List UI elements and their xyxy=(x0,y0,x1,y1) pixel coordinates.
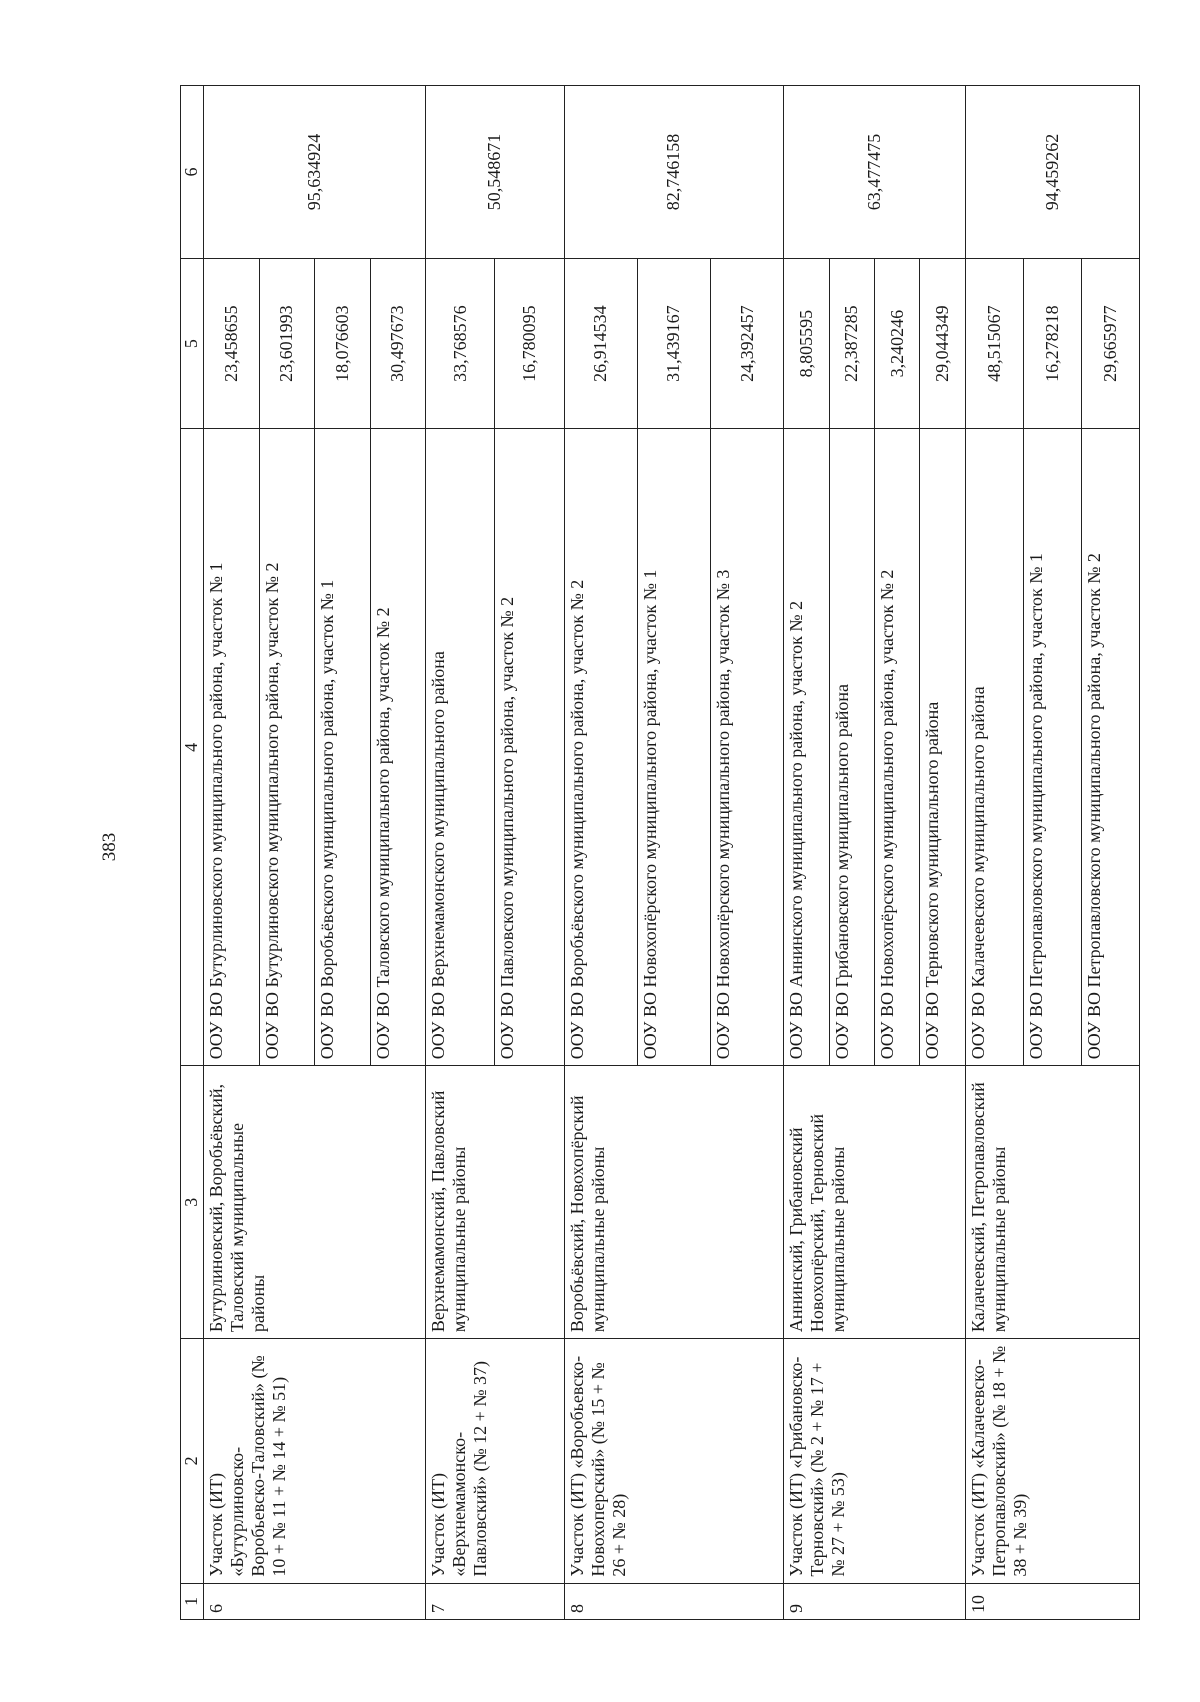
organization-cell: ООУ ВО Бутурлиновского муниципального района, участок № 1 xyxy=(204,429,260,1066)
value-cell: 29,665977 xyxy=(1081,258,1139,429)
table-row xyxy=(965,86,1023,1620)
value-cell: 3,240246 xyxy=(875,258,920,429)
group-number: 9 xyxy=(784,1583,966,1619)
table-row xyxy=(426,86,495,1620)
value-cell: 30,497673 xyxy=(370,258,426,429)
organization-cell: ООУ ВО Петропавловского муниципального района, участок № 2 xyxy=(1081,429,1139,1066)
group-number: 7 xyxy=(426,1583,565,1619)
total-cell: 94,459262 xyxy=(965,86,1139,259)
table-row xyxy=(204,86,260,1620)
value-cell: 18,076603 xyxy=(315,258,371,429)
value-cell: 24,392457 xyxy=(711,258,784,429)
table-row xyxy=(784,86,829,1620)
column-header: 5 xyxy=(181,258,204,429)
value-cell: 23,458655 xyxy=(204,258,260,429)
organization-cell: ООУ ВО Петропавловского муниципального района, участок № 1 xyxy=(1023,429,1081,1066)
section-name: Участок (ИТ) «Калачеевско-Петропавловский» (№ 18 + № 38 + № 39) xyxy=(965,1339,1139,1583)
value-cell: 33,768576 xyxy=(426,258,495,429)
districts-cell: Бутурлиновский, Воробьёвский, Таловский муниципальные районы xyxy=(204,1066,426,1339)
data-table xyxy=(180,85,1140,1620)
section-name: Участок (ИТ) «Бутурлиновско-Воробьевско-Таловский» (№ 10 + № 11 + № 14 + № 51) xyxy=(204,1339,426,1583)
organization-cell: ООУ ВО Павловского муниципального района, участок № 2 xyxy=(495,429,564,1066)
organization-cell: ООУ ВО Бутурлиновского муниципального района, участок № 2 xyxy=(259,429,315,1066)
value-cell: 8,805595 xyxy=(784,258,829,429)
page-number: 383 xyxy=(99,832,120,862)
organization-cell: ООУ ВО Воробьёвского муниципального района, участок № 1 xyxy=(315,429,371,1066)
total-cell: 50,548671 xyxy=(426,86,565,259)
organization-cell: ООУ ВО Грибановского муниципального района xyxy=(829,429,874,1066)
section-name: Участок (ИТ) «Воробьевско-Новохоперский» (№ 15 + № 26 + № 28) xyxy=(564,1339,783,1583)
column-header: 4 xyxy=(181,429,204,1066)
section-name: Участок (ИТ) «Грибановско-Терновский» (№ 2 + № 17 + № 27 + № 53) xyxy=(784,1339,966,1583)
organization-cell: ООУ ВО Новохопёрского муниципального района, участок № 3 xyxy=(711,429,784,1066)
column-header: 2 xyxy=(181,1339,204,1583)
organization-cell: ООУ ВО Калачеевского муниципального района xyxy=(965,429,1023,1066)
districts-cell: Аннинский, Грибановский Новохопёрский, Терновский муниципальные районы xyxy=(784,1066,966,1339)
value-cell: 23,601993 xyxy=(259,258,315,429)
organization-cell: ООУ ВО Терновского муниципального района xyxy=(920,429,965,1066)
organization-cell: ООУ ВО Аннинского муниципального района, участок № 2 xyxy=(784,429,829,1066)
group-number: 8 xyxy=(564,1583,783,1619)
total-cell: 63,477475 xyxy=(784,86,966,259)
table-container xyxy=(180,85,1140,1620)
districts-cell: Калачеевский, Петропавловский муниципальные районы xyxy=(965,1066,1139,1339)
total-cell: 95,634924 xyxy=(204,86,426,259)
organization-cell: ООУ ВО Верхнемамонского муниципального района xyxy=(426,429,495,1066)
column-header: 6 xyxy=(181,86,204,259)
header-row xyxy=(181,86,204,1620)
value-cell: 29,044349 xyxy=(920,258,965,429)
total-cell: 82,746158 xyxy=(564,86,783,259)
organization-cell: ООУ ВО Новохопёрского муниципального района, участок № 1 xyxy=(637,429,710,1066)
group-number: 6 xyxy=(204,1583,426,1619)
value-cell: 31,439167 xyxy=(637,258,710,429)
section-name: Участок (ИТ) «Верхнемамонско-Павловский» (№ 12 + № 37) xyxy=(426,1339,565,1583)
organization-cell: ООУ ВО Таловского муниципального района, участок № 2 xyxy=(370,429,426,1066)
organization-cell: ООУ ВО Новохопёрского муниципального района, участок № 2 xyxy=(875,429,920,1066)
group-number: 10 xyxy=(965,1583,1139,1619)
organization-cell: ООУ ВО Воробьёвского муниципального района, участок № 2 xyxy=(564,429,637,1066)
column-header: 3 xyxy=(181,1066,204,1339)
value-cell: 22,387285 xyxy=(829,258,874,429)
value-cell: 48,515067 xyxy=(965,258,1023,429)
districts-cell: Верхнемамонский, Павловский муниципальные районы xyxy=(426,1066,565,1339)
value-cell: 16,278218 xyxy=(1023,258,1081,429)
value-cell: 16,780095 xyxy=(495,258,564,429)
column-header: 1 xyxy=(181,1583,204,1619)
table-row xyxy=(564,86,637,1620)
value-cell: 26,914534 xyxy=(564,258,637,429)
districts-cell: Воробьёвский, Новохопёрский муниципальные районы xyxy=(564,1066,783,1339)
